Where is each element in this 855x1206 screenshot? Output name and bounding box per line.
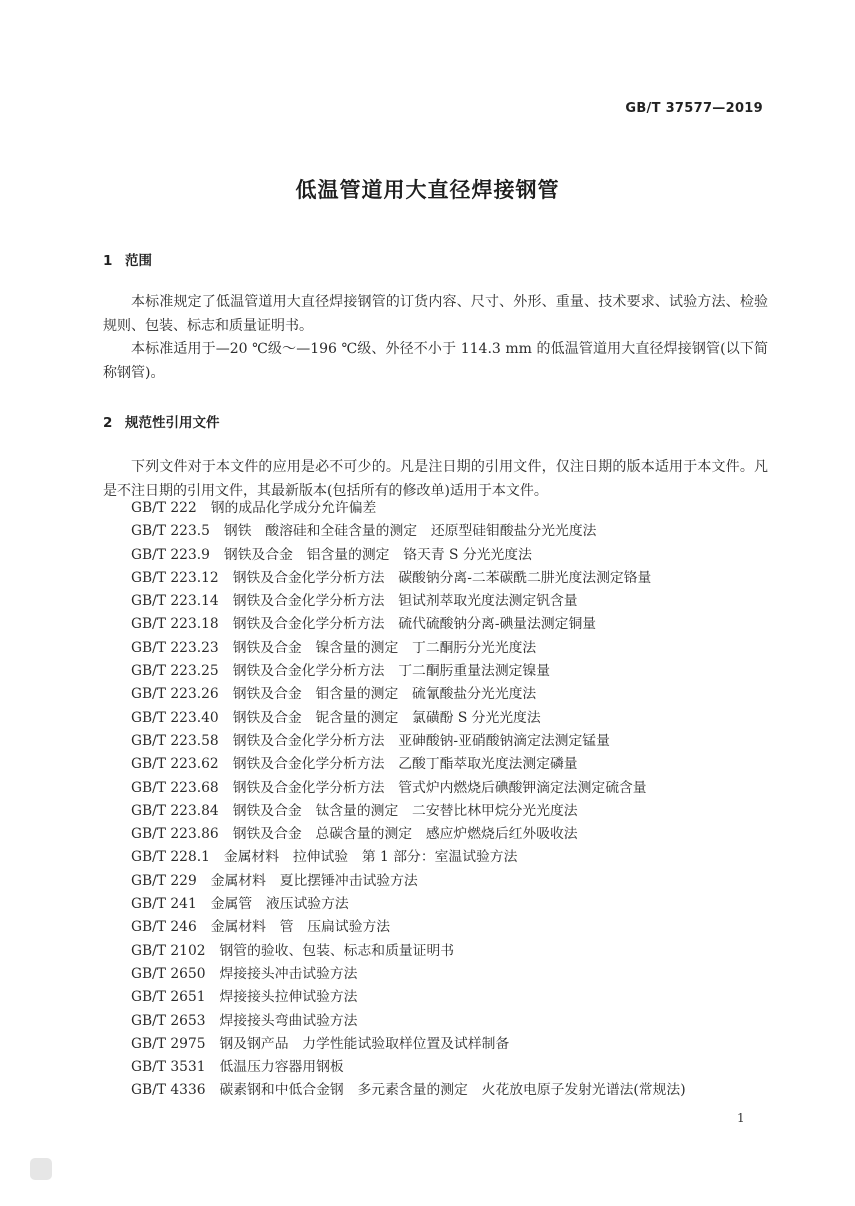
standard-code: GB/T 37577—2019 [625,101,763,116]
reference-item [131,777,686,800]
reference-title: 钢的成品化学成分允许偏差 [210,500,377,516]
reference-item [131,963,686,986]
reference-title: 碳素钢和中低合金钢 多元素含量的测定 火花放电原子发射光谱法(常规法) [219,1082,686,1099]
reference-code: GB/T 2651 [131,989,206,1006]
reference-title: 钢铁及合金化学分析方法 乙酸丁酯萃取光度法测定磷量 [232,756,578,773]
reference-item [131,940,686,963]
reference-item [131,893,686,916]
reference-code: GB/T 2102 [131,942,206,959]
reference-code: GB/T 222 [131,500,197,516]
reference-item [131,846,686,869]
reference-title: 钢铁及合金化学分析方法 碳酸钠分离-二苯碳酰二肼光度法测定铬量 [232,569,652,586]
reference-code: GB/T 223.68 [131,779,219,796]
reference-item [131,870,686,893]
reference-code: GB/T 223.5 [131,523,210,540]
reference-title: 金属材料 夏比摆锤冲击试验方法 [210,872,418,889]
section-1-heading [103,249,152,269]
reference-item [131,730,686,753]
reference-title: 金属管 液压试验方法 [210,896,349,913]
reference-title: 钢铁及合金化学分析方法 管式炉内燃烧后碘酸钾滴定法测定硫含量 [232,779,647,796]
reference-item [131,660,686,683]
reference-list [131,497,686,1103]
document-title: 低温管道用大直径焊接钢管 [295,178,560,202]
reference-code: GB/T 228.1 [131,849,210,866]
reference-item [131,753,686,776]
reference-code: GB/T 223.86 [131,826,219,843]
reference-title: 钢铁及合金化学分析方法 亚砷酸钠-亚硝酸钠滴定法测定锰量 [232,732,610,749]
reference-code: GB/T 223.26 [131,686,219,703]
reference-code: GB/T 229 [131,872,197,889]
reference-title: 钢铁及合金 镍含量的测定 丁二酮肟分光光度法 [232,639,537,656]
reference-item [131,800,686,823]
reference-title: 金属材料 管 压扁试验方法 [210,919,391,936]
reference-title: 钢铁 酸溶硅和全硅含量的测定 还原型硅钼酸盐分光光度法 [223,523,597,540]
reference-item [131,986,686,1009]
reference-item [131,1079,686,1102]
reference-code: GB/T 3531 [131,1059,206,1076]
reference-code: GB/T 223.25 [131,663,219,680]
reference-code: GB/T 223.23 [131,639,219,656]
section-1-title: 范围 [125,253,152,269]
section-2-heading [103,411,220,431]
section-1-number: 1 [103,253,113,269]
reference-item [131,823,686,846]
reference-item [131,707,686,730]
scope-paragraph-1: 本标准规定了低温管道用大直径焊接钢管的订货内容、尺寸、外形、重量、技术要求、试验方法、检验规则、包装、标志和质量证明书。 [103,294,768,334]
reference-title: 钢铁及合金化学分析方法 钽试剂萃取光度法测定钒含量 [232,593,578,610]
reference-code: GB/T 241 [131,896,197,913]
page-number: 1 [737,1111,745,1125]
reference-item [131,613,686,636]
reference-code: GB/T 223.9 [131,546,210,563]
reference-title: 焊接接头拉伸试验方法 [219,989,358,1006]
reference-title: 焊接接头冲击试验方法 [219,965,358,982]
reference-item [131,567,686,590]
reference-title: 钢铁及合金化学分析方法 丁二酮肟重量法测定镍量 [232,663,551,680]
reference-code: GB/T 223.62 [131,756,219,773]
reference-code: GB/T 223.84 [131,802,219,819]
reference-code: GB/T 223.58 [131,732,219,749]
reference-code: GB/T 4336 [131,1082,206,1099]
reference-item [131,520,686,543]
page-corner-mark [30,1158,52,1180]
reference-item [131,683,686,706]
reference-item [131,1056,686,1079]
scope-paragraph-2: 本标准适用于—20 ℃级～—196 ℃级、外径不小于 114.3 mm 的低温管道用大直径焊接钢管(以下简称钢管)。 [103,341,768,381]
reference-title: 钢铁及合金 钼含量的测定 硫氰酸盐分光光度法 [232,686,537,703]
reference-item [131,590,686,613]
reference-title: 钢铁及合金化学分析方法 硫代硫酸钠分离-碘量法测定铜量 [232,616,597,633]
reference-item [131,637,686,660]
reference-item [131,497,686,520]
reference-title: 钢铁及合金 总碳含量的测定 感应炉燃烧后红外吸收法 [232,826,578,843]
reference-item [131,1033,686,1056]
section-2-number: 2 [103,415,113,431]
reference-item [131,1010,686,1033]
reference-item [131,916,686,939]
section-2-title: 规范性引用文件 [125,415,220,431]
reference-code: GB/T 2653 [131,1012,206,1029]
references-intro: 下列文件对于本文件的应用是必不可少的。凡是注日期的引用文件，仅注日期的版本适用于本文件。凡是不注日期的引用文件，其最新版本(包括所有的修改单)适用于本文件。 [103,459,768,499]
reference-code: GB/T 223.40 [131,709,219,726]
reference-code: GB/T 223.18 [131,616,219,633]
reference-title: 钢铁及合金 铌含量的测定 氯磺酚 S 分光光度法 [232,709,541,726]
reference-code: GB/T 223.14 [131,593,219,610]
reference-code: GB/T 246 [131,919,197,936]
reference-code: GB/T 2650 [131,965,206,982]
reference-title: 钢铁及合金 铝含量的测定 铬天青 S 分光光度法 [223,546,532,563]
reference-item [131,544,686,567]
reference-code: GB/T 223.12 [131,569,219,586]
reference-title: 钢管的验收、包装、标志和质量证明书 [219,942,455,959]
reference-title: 钢及钢产品 力学性能试验取样位置及试样制备 [219,1035,510,1052]
reference-code: GB/T 2975 [131,1035,206,1052]
reference-title: 低温压力容器用钢板 [219,1059,344,1076]
reference-title: 钢铁及合金 钛含量的测定 二安替比林甲烷分光光度法 [232,802,578,819]
reference-title: 焊接接头弯曲试验方法 [219,1012,358,1029]
reference-title: 金属材料 拉伸试验 第 1 部分：室温试验方法 [223,849,518,866]
